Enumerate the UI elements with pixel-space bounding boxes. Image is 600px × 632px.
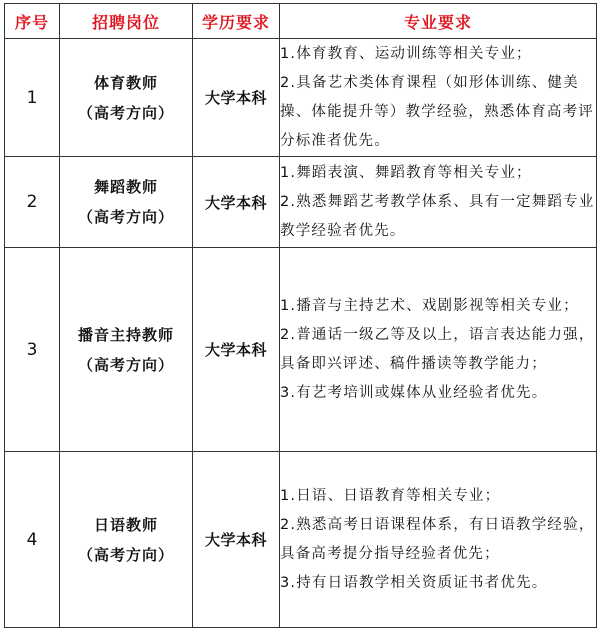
requirement-item: 2.具备艺术类体育课程（如形体训练、健美操、体能提升等）教学经验，熟悉体育高考评分标准者优先。 [280,74,594,149]
table-row [5,248,597,452]
requirement-item: 1.日语、日语教育等相关专业； [280,487,501,504]
requirement-item: 1.舞蹈表演、舞蹈教育等相关专业； [280,164,532,181]
requirement-item: 3.有艺考培训或媒体从业经验者优先。 [280,384,548,401]
position-direction: （高考方向） [77,355,174,374]
table-row [5,157,597,248]
position-title: 日语教师 [93,515,158,534]
header-index: 序号 [5,4,60,39]
requirements-cell [280,39,597,157]
requirements-cell [280,157,597,248]
table-row [5,452,597,628]
requirement-item: 2.普通话一级乙等及以上，语言表达能力强，具备即兴评述、稿件播读等教学能力； [280,326,595,372]
requirement-item: 1.播音与主持艺术、戏剧影视等相关专业； [280,297,579,314]
requirement-item: 2.熟悉舞蹈艺考教学体系、具有一定舞蹈专业教学经验者优先。 [280,193,595,239]
header-row [5,4,597,39]
table-row [5,39,597,157]
position-cell [60,157,193,248]
position-direction: （高考方向） [77,545,174,564]
education-cell: 大学本科 [193,157,280,248]
recruitment-table [4,3,597,628]
position-direction: （高考方向） [77,103,174,122]
row-index: 1 [5,39,60,157]
header-requirements: 专业要求 [280,4,597,39]
header-position: 招聘岗位 [60,4,193,39]
row-index: 3 [5,248,60,452]
header-education: 学历要求 [193,4,280,39]
position-title: 体育教师 [93,73,158,92]
position-direction: （高考方向） [77,208,174,226]
education-cell: 大学本科 [193,39,280,157]
requirement-item: 3.持有日语教学相关资质证书者优先。 [280,574,548,591]
position-cell [60,248,193,452]
education-cell: 大学本科 [193,452,280,628]
requirement-item: 2.熟悉高考日语课程体系，有日语教学经验，具备高考提分指导经验者优先； [280,516,595,562]
position-title: 播音主持教师 [77,325,174,344]
education-cell: 大学本科 [193,248,280,452]
requirement-item: 1.体育教育、运动训练等相关专业； [280,45,532,62]
row-index: 2 [5,157,60,248]
position-cell [60,452,193,628]
requirements-cell [280,452,597,628]
position-cell [60,39,193,157]
row-index: 4 [5,452,60,628]
position-title: 舞蹈教师 [93,178,158,196]
requirements-cell [280,248,597,452]
